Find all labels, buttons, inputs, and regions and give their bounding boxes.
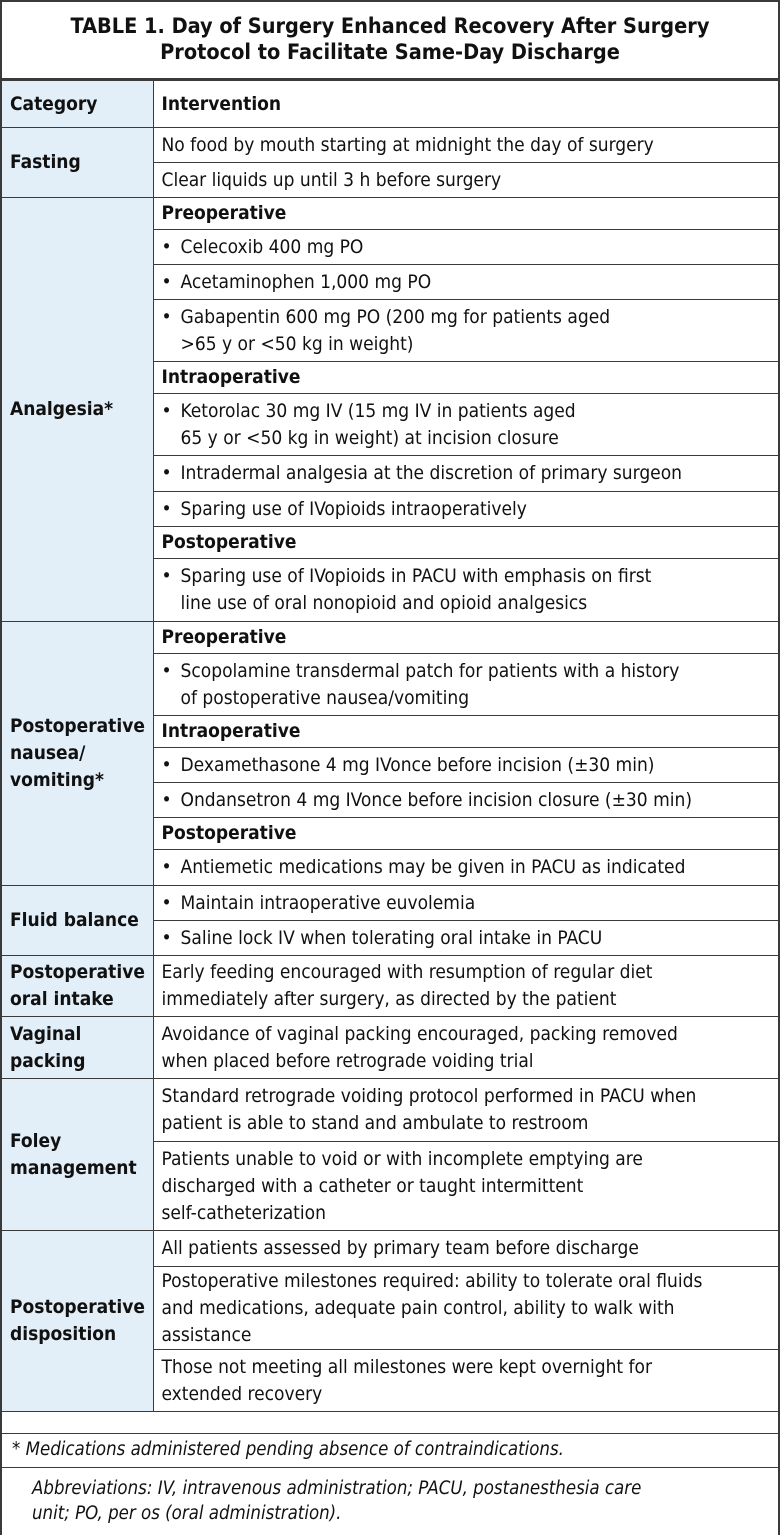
bullet-icon: • (161, 753, 172, 776)
category-foley-line: Foley (10, 1129, 62, 1152)
category-ponv (2, 622, 153, 886)
table-row (2, 622, 778, 654)
bullet-icon: • (161, 788, 172, 811)
phase-label-post-text: Postoperative (161, 531, 297, 553)
category-ponv-line: Postoperative (10, 715, 145, 737)
intervention-cell-line: Acetaminophen 1,000 mg PO (180, 270, 432, 293)
category-analgesia-text: Analgesia* (10, 398, 114, 420)
intervention-cell (153, 956, 778, 1017)
category-vaginal-packing-line: Vaginal (10, 1022, 82, 1045)
bullet-icon: • (161, 462, 172, 484)
bullet-icon: • (161, 305, 172, 328)
phase-label-post-text: Postoperative (161, 822, 297, 844)
header-intervention-text: Intervention (161, 92, 282, 115)
intervention-cell (153, 1231, 778, 1267)
bullet-icon: • (161, 926, 172, 949)
bullet-icon: • (161, 856, 172, 878)
intervention-cell-line: All patients assessed by primary team before discharge (161, 1237, 639, 1259)
intervention-cell-text: Clear liquids up until 3 h before surgery (161, 168, 502, 191)
intervention-cell-line: >65 y or <50 kg in weight) (180, 332, 414, 355)
footnote-abbrev-line-1: Abbreviations: IV, intravenous administration; PACU, postanesthesia care (32, 1478, 642, 1499)
intervention-cell (153, 1350, 778, 1412)
table-row (2, 886, 778, 921)
phase-label-pre (153, 198, 778, 230)
intervention-cell-line: of postoperative nausea/vomiting (180, 686, 470, 709)
table-header-row (2, 81, 778, 128)
intervention-cell (153, 265, 778, 300)
intervention-cell-line: Sparing use of IVopioids intraoperatively (180, 497, 527, 520)
intervention-cell-line: Ketorolac 30 mg IV (15 mg IV in patients aged (180, 399, 576, 422)
category-vaginal-packing (2, 1017, 153, 1079)
intervention-cell-line: Maintain intraoperative euvolemia (180, 891, 476, 914)
footnote-abbreviations (2, 1469, 778, 1535)
intervention-cell-line: Patients unable to void or with incomplete emptying are (161, 1147, 643, 1170)
intervention-cell (153, 492, 778, 527)
intervention-cell-line: when placed before retrograde voiding trial (161, 1049, 534, 1072)
intervention-cell (153, 128, 778, 163)
table-row (2, 1079, 778, 1142)
intervention-cell (153, 1017, 778, 1079)
table-title (2, 2, 778, 80)
intervention-cell-line: Scopolamine transdermal patch for patients with a history (180, 659, 680, 682)
bullet-icon: • (161, 270, 172, 293)
header-category (2, 81, 153, 128)
intervention-cell-line: Those not meeting all milestones were kept overnight for (161, 1355, 653, 1378)
bullet-icon: • (161, 565, 172, 587)
intervention-cell (153, 1267, 778, 1350)
phase-label-pre (153, 622, 778, 654)
intervention-cell-line: Avoidance of vaginal packing encouraged, packing removed (161, 1022, 678, 1045)
category-oral-intake-line: oral intake (10, 988, 114, 1010)
header-category-text: Category (10, 92, 98, 115)
intervention-cell-line: Sparing use of IVopioids in PACU with emphasis on first (180, 565, 652, 587)
footnote-asterisk-text: * Medications administered pending absence of contraindications. (12, 1439, 564, 1460)
intervention-cell (153, 783, 778, 818)
protocol-table (2, 80, 778, 1412)
category-analgesia (2, 198, 153, 622)
intervention-cell (153, 921, 778, 956)
intervention-cell-line: Gabapentin 600 mg PO (200 mg for patients aged (180, 305, 611, 328)
phase-label-intra (153, 716, 778, 748)
phase-label-intra-text: Intraoperative (161, 720, 301, 742)
category-vaginal-packing-line: packing (10, 1049, 86, 1072)
intervention-cell-line: Antiemetic medications may be given in PACU as indicated (180, 856, 686, 878)
intervention-cell-line: Intradermal analgesia at the discretion of primary surgeon (180, 462, 682, 484)
phase-label-intra-text: Intraoperative (161, 366, 301, 388)
intervention-cell-line: Saline lock IV when tolerating oral intake in PACU (180, 926, 603, 949)
phase-label-post (153, 527, 778, 559)
bullet-icon: • (161, 399, 172, 422)
intervention-cell-line: Ondansetron 4 mg IVonce before incision closure (±30 min) (180, 788, 693, 811)
intervention-cell (153, 300, 778, 362)
intervention-cell-line: Celecoxib 400 mg PO (180, 235, 364, 258)
intervention-cell-line: and medications, adequate pain control, ability to walk with (161, 1296, 675, 1319)
intervention-cell-line: patient is able to stand and ambulate to restroom (161, 1112, 589, 1134)
intervention-cell-line: extended recovery (161, 1382, 323, 1405)
table-title-line-2: Protocol to Facilitate Same-Day Discharge (160, 40, 620, 65)
intervention-cell (153, 886, 778, 921)
category-fluid-balance-text: Fluid balance (10, 909, 139, 931)
category-ponv-line: nausea/ (10, 742, 86, 764)
intervention-cell-line: 65 y or <50 kg in weight) at incision closure (180, 426, 559, 449)
phase-label-post (153, 818, 778, 850)
intervention-cell (153, 1142, 778, 1231)
intervention-cell-line: Standard retrograde voiding protocol performed in PACU when (161, 1085, 697, 1107)
category-foley-line: management (10, 1156, 137, 1179)
intervention-cell-line: assistance (161, 1323, 252, 1346)
category-fasting (2, 128, 153, 198)
category-disposition (2, 1231, 153, 1412)
intervention-cell (153, 1079, 778, 1142)
intervention-cell-line: self-catheterization (161, 1201, 326, 1224)
phase-label-pre-text: Preoperative (161, 626, 287, 648)
phase-label-intra (153, 362, 778, 394)
category-ponv-line: vomiting* (10, 769, 104, 791)
category-foley (2, 1079, 153, 1231)
table-title-line-1: TABLE 1. Day of Surgery Enhanced Recovery After Surgery (70, 14, 710, 39)
table-row (2, 1017, 778, 1079)
table-row (2, 1231, 778, 1267)
intervention-cell-line: immediately after surgery, as directed by the patient (161, 988, 617, 1010)
bullet-icon: • (161, 497, 172, 520)
intervention-cell (153, 163, 778, 198)
intervention-cell (153, 850, 778, 886)
intervention-cell (153, 456, 778, 492)
intervention-cell-line: Dexamethasone 4 mg IVonce before incision (±30 min) (180, 753, 655, 776)
intervention-cell-text: No food by mouth starting at midnight the day of surgery (161, 133, 654, 156)
bullet-icon: • (161, 659, 172, 682)
intervention-cell (153, 748, 778, 783)
intervention-cell-line: Early feeding encouraged with resumption of regular diet (161, 961, 653, 983)
table-row (2, 128, 778, 163)
category-disposition-line: Postoperative (10, 1296, 145, 1318)
category-oral-intake (2, 956, 153, 1017)
intervention-cell-line: line use of oral nonopioid and opioid analgesics (180, 592, 588, 614)
footnote-asterisk (2, 1433, 778, 1468)
intervention-cell (153, 654, 778, 716)
category-disposition-line: disposition (10, 1323, 117, 1345)
intervention-cell (153, 230, 778, 265)
intervention-cell-line: discharged with a catheter or taught intermittent (161, 1174, 584, 1197)
category-fasting-text: Fasting (10, 151, 81, 173)
intervention-cell (153, 559, 778, 622)
table-row (2, 198, 778, 230)
category-oral-intake-line: Postoperative (10, 961, 145, 983)
intervention-cell (153, 394, 778, 456)
header-intervention (153, 81, 778, 128)
bullet-icon: • (161, 235, 172, 258)
footnote-abbrev-line-2: unit; PO, per os (oral administration). (32, 1503, 342, 1524)
bullet-icon: • (161, 891, 172, 914)
intervention-cell-line: Postoperative milestones required: ability to tolerate oral fluids (161, 1269, 703, 1292)
table-row (2, 956, 778, 1017)
phase-label-pre-text: Preoperative (161, 202, 287, 224)
category-fluid-balance (2, 886, 153, 956)
